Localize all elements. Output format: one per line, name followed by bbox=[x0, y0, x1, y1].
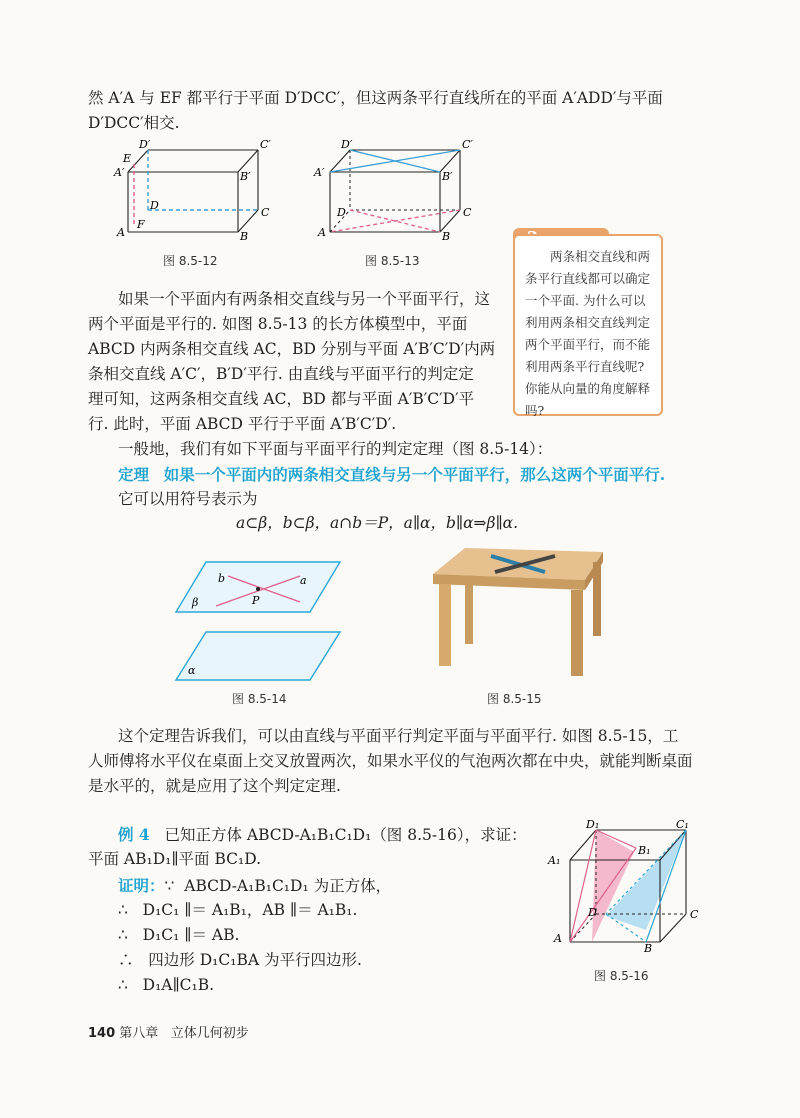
example-4-line2: 平面 AB₁D₁∥平面 BC₁D. bbox=[88, 850, 262, 868]
paragraph-4: 它可以用符号表示为 bbox=[118, 490, 258, 508]
figure-8-5-16 bbox=[540, 818, 710, 953]
side-note bbox=[513, 234, 663, 416]
paragraph-5-line1: 这个定理告诉我们，可以由直线与平面平行判定平面与平面平行. 如图 8.5-15，工 bbox=[118, 727, 679, 745]
proof-step-1: ABCD-A₁B₁C₁D₁ 为正方体， bbox=[184, 877, 392, 895]
paragraph-2-line3: ABCD 内两条相交直线 AC，BD 分别与平面 A′B′C′D′内两 bbox=[88, 340, 496, 358]
label-beta: β bbox=[192, 596, 199, 609]
proof-line3 bbox=[118, 923, 239, 948]
side-note-text: 两条相交直线和两条平行直线都可以确定一个平面. 为什么可以利用两条相交直线判定两个平面平行，而不能利用两条平行直线呢? 你能从向量的角度解释吗? bbox=[525, 249, 651, 418]
figure-8-5-13 bbox=[312, 136, 482, 241]
therefore-symbol: ∴ bbox=[118, 951, 134, 969]
therefore-symbol: ∴ bbox=[118, 976, 128, 994]
label-C: C bbox=[463, 206, 472, 219]
label-B: B bbox=[240, 230, 249, 241]
theorem-label: 定理 bbox=[118, 465, 150, 484]
label-Dp: D′ bbox=[139, 138, 151, 151]
paragraph-2-line2: 两个平面是平行的. 如图 8.5-13 的长方体模型中，平面 bbox=[88, 315, 468, 333]
caption-8-5-13: 图 8.5-13 bbox=[365, 254, 420, 268]
label-D1: D₁ bbox=[586, 818, 600, 831]
theorem bbox=[118, 462, 665, 488]
label-alpha: α bbox=[188, 664, 196, 677]
label-B: B bbox=[644, 942, 653, 953]
label-A: A bbox=[554, 932, 562, 945]
therefore-symbol: ∴ bbox=[118, 926, 128, 944]
caption-8-5-12: 图 8.5-12 bbox=[163, 254, 218, 268]
proof-step-5: D₁A∥C₁B. bbox=[142, 976, 215, 994]
caption-8-5-16: 图 8.5-16 bbox=[594, 969, 649, 983]
paragraph-2-line6: 行. 此时，平面 ABCD 平行于平面 A′B′C′D′. bbox=[88, 415, 397, 433]
label-D: D bbox=[150, 199, 159, 212]
proof-label: 证明： bbox=[118, 876, 165, 895]
label-E: E bbox=[123, 152, 132, 165]
label-B: B bbox=[442, 230, 451, 241]
chapter-label: 第八章 bbox=[119, 1026, 159, 1041]
figure-8-5-14 bbox=[170, 560, 350, 685]
because-symbol: ∵ bbox=[164, 877, 175, 895]
label-A: A bbox=[318, 226, 326, 239]
theorem-text: 如果一个平面内的两条相交直线与另一个平面平行，那么这两个平面平行. bbox=[163, 465, 666, 484]
page-footer bbox=[88, 1022, 249, 1041]
chapter-title: 立体几何初步 bbox=[170, 1026, 249, 1041]
therefore-symbol: ∴ bbox=[118, 901, 128, 919]
label-P: P bbox=[252, 594, 260, 607]
proof-line4 bbox=[118, 948, 362, 973]
paragraph-intro-line1: 然 A′A 与 EF 都平行于平面 D′DCC′，但这两条平行直线所在的平面 A′ADD′与平面 bbox=[88, 89, 663, 107]
label-a: a bbox=[300, 574, 307, 587]
label-F: F bbox=[137, 218, 145, 231]
example-4-line1 bbox=[118, 822, 527, 848]
label-Ap: A′ bbox=[314, 166, 325, 179]
figure-8-5-12 bbox=[110, 136, 280, 241]
proof-step-2: D₁C₁ ∥＝ A₁B₁，AB ∥＝ A₁B₁. bbox=[142, 901, 358, 919]
page-number: 140 bbox=[88, 1026, 116, 1041]
label-A1: A₁ bbox=[548, 854, 561, 867]
label-D: D bbox=[337, 206, 346, 219]
label-Ap: A′ bbox=[114, 166, 125, 179]
figure-8-5-15-table-photo bbox=[425, 540, 615, 680]
label-Cp: C′ bbox=[462, 138, 473, 151]
caption-8-5-14: 图 8.5-14 bbox=[232, 692, 287, 706]
proof-line2 bbox=[118, 898, 357, 923]
paragraph-2-line1: 如果一个平面内有两条相交直线与另一个平面平行，这 bbox=[118, 290, 491, 308]
label-A: A bbox=[117, 226, 125, 239]
label-C1: C₁ bbox=[676, 818, 689, 831]
proof-line5 bbox=[118, 973, 214, 998]
paragraph-2-line5: 理可知，这两条相交直线 AC，BD 都与平面 A′B′C′D′平 bbox=[88, 390, 475, 408]
label-Bp: B′ bbox=[442, 170, 453, 183]
paragraph-5-line3: 是水平的，就是应用了这个判定定理. bbox=[88, 777, 341, 795]
proof-step-4: 四边形 D₁C₁BA 为平行四边形. bbox=[148, 951, 362, 969]
label-C: C bbox=[261, 206, 270, 219]
example-statement: 已知正方体 ABCD-A₁B₁C₁D₁（图 8.5-16），求证： bbox=[164, 826, 527, 844]
label-C: C bbox=[690, 908, 699, 921]
paragraph-2-line4: 条相交直线 A′C′，B′D′平行. 由直线与平面平行的判定定 bbox=[88, 365, 474, 383]
paragraph-5-line2: 人师傅将水平仪在桌面上交叉放置两次，如果水平仪的气泡两次都在中央，就能判断桌面 bbox=[88, 752, 693, 770]
label-D: D bbox=[588, 906, 597, 919]
example-label: 例 4 bbox=[118, 825, 150, 844]
paragraph-intro-line2: D′DCC′相交. bbox=[88, 114, 180, 132]
caption-8-5-15: 图 8.5-15 bbox=[487, 692, 542, 706]
proof-step-3: D₁C₁ ∥＝ AB. bbox=[142, 926, 240, 944]
label-Bp: B′ bbox=[240, 170, 251, 183]
paragraph-3: 一般地，我们有如下平面与平面平行的判定定理（图 8.5-14）： bbox=[118, 440, 553, 458]
label-B1: B₁ bbox=[638, 844, 651, 857]
label-Dp: D′ bbox=[341, 138, 353, 151]
label-b: b bbox=[218, 572, 226, 585]
proof-line1 bbox=[118, 873, 391, 899]
label-Cp: C′ bbox=[260, 138, 271, 151]
formula: a⊂β，b⊂β，a∩b＝P，a∥α，b∥α⇒β∥α. bbox=[236, 514, 519, 532]
